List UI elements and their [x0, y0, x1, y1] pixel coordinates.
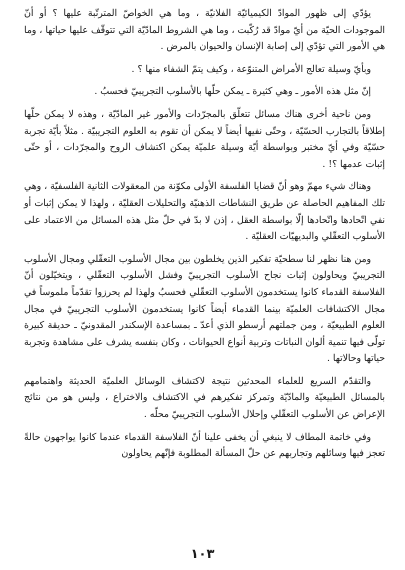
paragraph-6: ومن هنا نظهر لنا سطحيّة تفكير الذين يخلطون بين مجال الأسلوب التعقّلي ومجال الأسلوب التجريبيّ ويحاولون إثبات نجاح الأسلوب التجريبيّ وفشل الأسلوب التعقّلي ، ويتخيّلون أنّ الفلاسفة القدماء كانوا يستخدمون الأسلوب التعقّلي فحسبُ ولهذا لم يحرزوا تقدّماً ملموساً في مجال الاكتشافات العلميّة بينما القدماء أيضاً كانوا يستخدمون الأسلوب التجريبيّ في مجال العلوم الطبيعيّة ، ومن جملتهم أرسطو الذي أعدّ ـ بمساعدة الإسكندر المقدونيّ ـ حديقة كبيرة تولّى فيها تنمية ألوان النباتات وتربية أنواع الحيوانات ، وكان بنفسه يشرف على مشاهدة وتجربة حياتها وحالاتها . [24, 253, 385, 365]
paragraph-4: ومن ناحية أخرى هناك مسائل تتعلّق بالمجرّدات والأمور غير المادّيّة ، وهذه لا يمكن حلّها إطلاقاً بالتجارب الحسّيّة ، وحتّى نفيها أيضاً لا يمكن أن تقوم به العلوم التجريبيّة . مثلاً بأيّة تجربة حسّيّة وفي أيّ مختبر وبواسطة أيّة وسيلة علميّة يمكن اكتشاف الروح والمجرّدات ، أو حتّى إثبات عدمها ؟! . [24, 108, 385, 170]
paragraph-2: وبأيّ وسيلة تعالج الأمراض المتنوّعة ، وكيف يتمّ الشفاء منها ؟ . [131, 63, 371, 75]
page-number: ١٠٣ [190, 547, 215, 562]
paragraph-8: وفي خاتمة المطاف لا ينبغي أن يخفى علينا أنّ الفلاسفة القدماء عندما كانوا يواجهون حالةً تعجز فيها وسائلهم وتجاربهم عن حلّ المسألة المطلوبة فإنّهم يحاولون [24, 431, 385, 460]
paragraph-3: إنّ مثل هذه الأمور ـ وهي كثيرة ـ يمكن حلّها بالأسلوب التجريبيّ فحسبُ . [94, 86, 371, 98]
body-text [24, 6, 385, 463]
paragraph-5: وهناك شيء مهمّ وهو أنّ قضايا الفلسفة الأولى مكوّنة من المعقولات الثانية الفلسفيّة ، وهي تلك المفاهيم الحاصلة عن طريق النشاطات الذهنيّة والتحليلات العقليّة ، ولهذا لا يمكن إثبات أو نفي اتّحادها واتّحادها إلّا بواسطة العقل ، إذن لا بدّ في حلّ مثل هذه المسائل من الاعتماد على الأسلوب التعقّلي والبديهيّات العقليّة . [24, 181, 385, 243]
paragraph-7: والتقدّم السريع للعلماء المحدثين نتيجة لاكتشاف الوسائل العلميّة الحديثة واهتمامهم بالمسائل الطبيعيّة والمادّيّة وتمركز تفكيرهم في الاكتشاف والاختراع ، وليس هو من نتائج الإعراض عن الأسلوب التعقّلي وإحلال الأسلوب التجريبيّ محلّه . [24, 375, 385, 421]
paragraph-1: يؤدّي إلى ظهور الموادّ الكيميائيّة الفلانيّة ، وما هي الخواصّ المترتّبة عليها ؟ أو أنّ الموجودات الحيّة من أيّ موادّ قد رُكّبت ، وما هي الشروط المادّيّة التي تتوقّف عليها حياتها ، وما هي الأمور التي تؤدّي إلى إصابة الإنسان والحيوان بالمرض . [24, 8, 385, 53]
